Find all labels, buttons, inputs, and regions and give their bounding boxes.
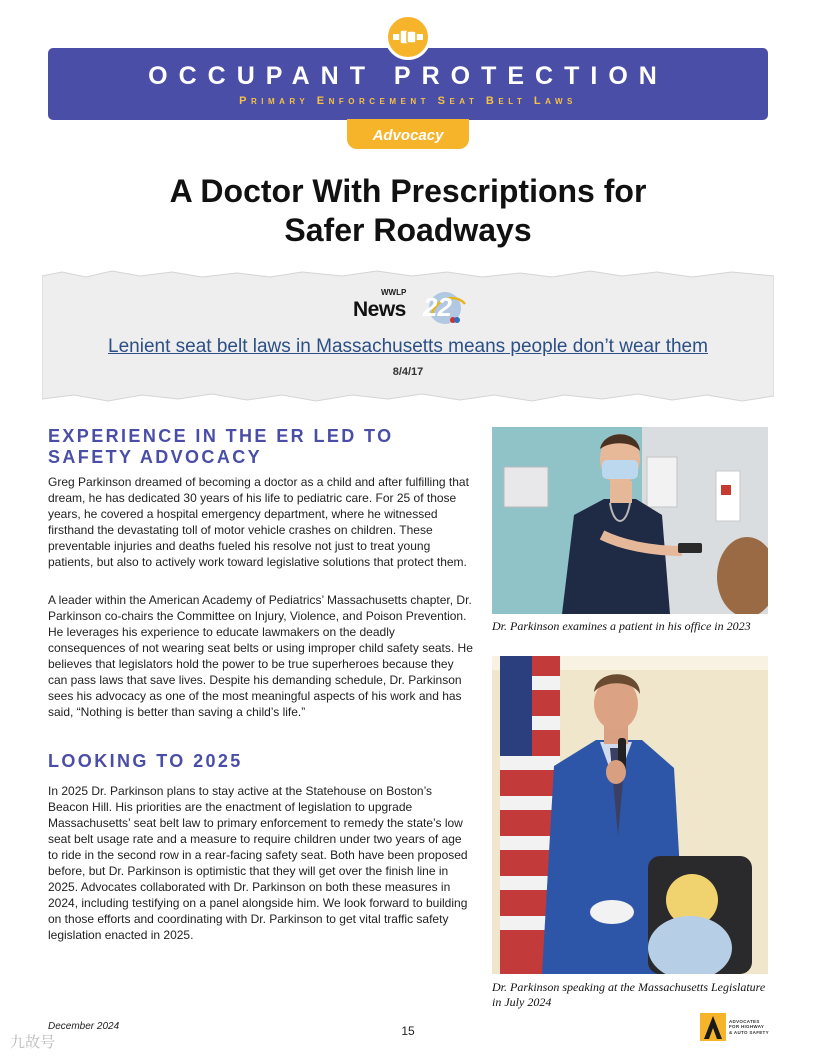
page-title-line1: A Doctor With Prescriptions for xyxy=(169,173,647,209)
org-line3: & AUTO SAFETY xyxy=(729,1029,769,1035)
caption-photo-2: Dr. Parkinson speaking at the Massachusetts Legislature in July 2024 xyxy=(492,980,766,1009)
page-number: 15 xyxy=(401,1024,415,1038)
advocacy-tab: Advocacy xyxy=(347,119,469,149)
org-line2: FOR HIGHWAY xyxy=(729,1024,765,1030)
advocates-logo xyxy=(700,1013,769,1041)
news-headline-link[interactable]: Lenient seat belt laws in Massachusetts means people don’t wear them xyxy=(108,336,708,357)
advocates-logo-text xyxy=(729,1019,769,1036)
banner-subtitle: Primary Enforcement Seat Belt Laws xyxy=(239,95,577,107)
section-heading-experience xyxy=(48,426,468,468)
news-logo-wwlp: WWLP xyxy=(381,288,407,297)
section-heading-line2: SAFETY ADVOCACY xyxy=(48,447,263,467)
page-title-line2: Safer Roadways xyxy=(284,212,532,248)
watermark: 九故号 xyxy=(10,1034,56,1051)
photo-doctor-exam xyxy=(492,427,768,614)
photo-doctor-speaking xyxy=(492,656,768,974)
wwlp-news-logo xyxy=(353,286,471,330)
paragraph-looking: In 2025 Dr. Parkinson plans to stay active at the Statehouse on Boston’s Beacon Hill. His priorities are the enactment of legislation to upgrade Massachusetts’ seat belt law to primary enforcement to remedy the state’s low seat belt usage rate and a measure to require children under two years of age to ride in the second row in a rear-facing safety seat. Both have been proposed before, but Dr. Parkinson is optimistic that they will get over the finish line in 2025. Advocates collaborated with Dr. Parkinson on both these measures in 2024, including testifying on a panel alongside him. We look forward to building on those efforts and coordinating with Dr. Parkinson to get vital traffic safety legislation enacted in 2025. xyxy=(48,784,468,942)
section-heading-looking: LOOKING TO 2025 xyxy=(48,751,243,771)
news-date: 8/4/17 xyxy=(392,366,424,378)
caption-photo-1: Dr. Parkinson examines a patient in his office in 2023 xyxy=(492,619,751,633)
banner-title: OCCUPANT PROTECTION xyxy=(148,62,668,90)
news-feature-box xyxy=(46,276,770,394)
paragraph-experience-2: A leader within the American Academy of Pediatrics’ Massachusetts chapter, Dr. Parkinson co-chairs the Committee on Injury, Violence, and Poison Prevention. He leverages his experience to educate lawmakers on the deadly consequences of not wearing seat belts or using improper child safety seats. He believes that legislators hold the power to be true superheroes because they can pass laws that save lives. Despite his demanding schedule, Dr. Parkinson sees his advocacy as one of the most meaningful aspects of his work and has said, “Nothing is better than saving a child’s life.” xyxy=(48,593,473,719)
footer-date: December 2024 xyxy=(48,1021,120,1032)
page-title xyxy=(60,172,756,250)
section-heading-line1: EXPERIENCE IN THE ER LED TO xyxy=(48,426,394,446)
advocates-logo-icon xyxy=(700,1013,726,1041)
news-logo-word: News xyxy=(353,298,406,321)
org-line1: ADVOCATES xyxy=(729,1018,760,1024)
seat-belt-icon xyxy=(385,14,431,60)
paragraph-experience-1: Greg Parkinson dreamed of becoming a doctor as a child and after fulfilling that dream, he has dedicated 30 years of his life to pediatric care. For 25 of those years, he covered a hospital emergency department, where he witnessed firsthand the devastating toll of motor vehicle crashes on children. These preventable injuries and deaths fueled his resolve not just to treat young patients, but also to actively work toward legislative solutions that protect them. xyxy=(48,475,469,569)
news-logo-number: 22 xyxy=(423,292,452,322)
